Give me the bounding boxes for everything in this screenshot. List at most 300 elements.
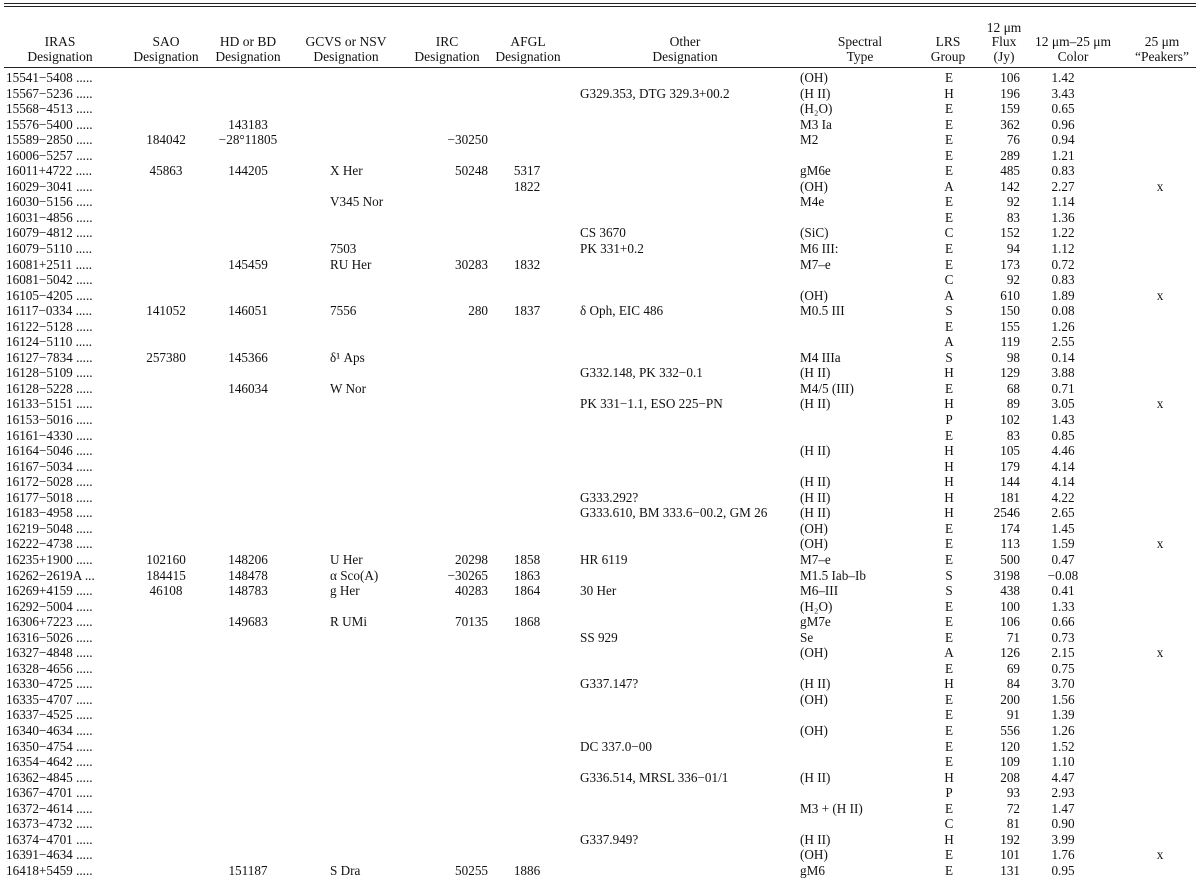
header-sao-designation [130, 14, 202, 64]
cell-iras-designation: 16391−4634 ..... [6, 847, 93, 863]
cell-color-12-25um: 0.72 [1051, 256, 1075, 272]
table-row [0, 832, 1200, 848]
cell-hd-bd-designation: 148783 [228, 583, 268, 599]
table-row [0, 194, 1200, 210]
table-row [0, 707, 1200, 723]
table-row [0, 661, 1200, 677]
cell-lrs-group: E [944, 194, 954, 210]
cell-other-designation: PK 331−1.1, ESO 225−PN [580, 396, 723, 412]
cell-flux-12um: 101 [1000, 847, 1020, 863]
cell-lrs-group: C [944, 816, 954, 832]
cell-flux-12um: 69 [1006, 660, 1020, 676]
table-row [0, 412, 1200, 428]
cell-flux-12um: 81 [1006, 816, 1020, 832]
cell-flux-12um: 556 [1000, 722, 1020, 738]
cell-color-12-25um: 0.94 [1051, 132, 1075, 148]
header-irc-designation-line: IRC [435, 34, 459, 49]
cell-flux-12um: 438 [1000, 583, 1020, 599]
cell-flux-12um: 106 [1000, 614, 1020, 630]
header-hd-bd-designation [208, 14, 288, 64]
cell-gcvs-nsv-designation: δ¹ Aps [330, 349, 365, 365]
table-row [0, 163, 1200, 179]
cell-lrs-group: S [945, 567, 953, 583]
cell-color-12-25um: 0.73 [1051, 629, 1075, 645]
cell-hd-bd-designation: 146034 [228, 380, 268, 396]
cell-hd-bd-designation: 149683 [228, 614, 268, 630]
cell-flux-12um: 2546 [993, 505, 1020, 521]
cell-iras-designation: 15567−5236 ..... [6, 85, 93, 101]
cell-lrs-group: E [944, 847, 954, 863]
cell-iras-designation: 16079−4812 ..... [6, 225, 93, 241]
cell-lrs-group: H [944, 365, 954, 381]
table-row [0, 148, 1200, 164]
cell-lrs-group: E [944, 256, 954, 272]
top-rule-second [4, 6, 1196, 7]
cell-flux-12um: 72 [1006, 800, 1020, 816]
header-lrs-group-line: Group [930, 48, 966, 64]
cell-spectral-type: (OH) [800, 645, 828, 661]
cell-lrs-group: E [944, 551, 954, 567]
cell-color-12-25um: 0.90 [1051, 816, 1075, 832]
cell-spectral-type: M6 III: [800, 241, 839, 257]
cell-iras-designation: 16418+5459 ..... [6, 862, 93, 878]
cell-color-12-25um: 0.47 [1051, 551, 1075, 567]
cell-sao-designation: 184042 [146, 132, 186, 148]
cell-lrs-group: S [945, 349, 953, 365]
cell-irc-designation: −30265 [447, 567, 488, 583]
cell-iras-designation: 16372−4614 ..... [6, 800, 93, 816]
cell-iras-designation: 16011+4722 ..... [6, 163, 93, 179]
table-row [0, 225, 1200, 241]
header-flux-12um-line: 12 μm [986, 19, 1022, 35]
cell-afgl-designation: 1864 [513, 583, 541, 599]
table-row [0, 521, 1200, 537]
cell-iras-designation: 16340−4634 ..... [6, 722, 93, 738]
cell-spectral-type: M4/5 (III) [800, 380, 854, 396]
cell-iras-designation: 16374−4701 ..... [6, 831, 93, 847]
cell-lrs-group: H [944, 489, 954, 505]
cell-color-12-25um: 4.22 [1051, 489, 1075, 505]
cell-peakers-25um: x [1156, 178, 1164, 194]
cell-iras-designation: 16167−5034 ..... [6, 458, 93, 474]
cell-flux-12um: 76 [1006, 132, 1020, 148]
cell-lrs-group: C [944, 225, 954, 241]
cell-flux-12um: 71 [1006, 629, 1020, 645]
table-row [0, 210, 1200, 226]
cell-spectral-type: M4 IIIa [800, 349, 841, 365]
cell-lrs-group: E [944, 598, 954, 614]
table-row [0, 117, 1200, 133]
cell-spectral-type: (OH) [800, 722, 828, 738]
table-row [0, 490, 1200, 506]
cell-lrs-group: E [944, 536, 954, 552]
header-afgl-designation [488, 14, 568, 64]
cell-peakers-25um: x [1156, 396, 1164, 412]
cell-spectral-type: (H II) [800, 489, 831, 505]
cell-iras-designation: 16105−4205 ..... [6, 287, 93, 303]
cell-lrs-group: C [944, 272, 954, 288]
cell-lrs-group: E [944, 738, 954, 754]
table-row [0, 568, 1200, 584]
cell-color-12-25um: 1.89 [1051, 287, 1075, 303]
cell-color-12-25um: 4.47 [1051, 769, 1075, 785]
header-other-designation-line: Designation [652, 48, 718, 64]
header-spectral-type-line: Spectral [837, 34, 883, 49]
cell-other-designation: G337.147? [580, 676, 639, 692]
cell-other-designation: SS 929 [580, 629, 618, 645]
cell-color-12-25um: 0.08 [1051, 303, 1075, 319]
table-row [0, 428, 1200, 444]
cell-lrs-group: H [944, 769, 954, 785]
header-flux-12um-line: Flux [991, 34, 1017, 49]
cell-color-12-25um: 2.93 [1051, 785, 1075, 801]
cell-flux-12um: 83 [1006, 209, 1020, 225]
cell-lrs-group: E [944, 862, 954, 878]
cell-lrs-group: E [944, 163, 954, 179]
cell-irc-designation: 70135 [455, 614, 488, 630]
cell-lrs-group: E [944, 132, 954, 148]
cell-gcvs-nsv-designation: 7556 [330, 303, 357, 319]
cell-sao-designation: 46108 [149, 583, 183, 599]
cell-irc-designation: 20298 [455, 551, 488, 567]
cell-afgl-designation: 1868 [513, 614, 541, 630]
header-iras-designation-line: IRAS [44, 34, 76, 49]
cell-afgl-designation: 1822 [513, 178, 541, 194]
cell-afgl-designation: 1886 [513, 862, 541, 878]
cell-flux-12um: 105 [1000, 443, 1020, 459]
table-row [0, 754, 1200, 770]
cell-iras-designation: 16330−4725 ..... [6, 676, 93, 692]
cell-iras-designation: 16222−4738 ..... [6, 536, 93, 552]
cell-sao-designation: 45863 [149, 163, 183, 179]
header-hd-bd-designation-line: HD or BD [219, 34, 277, 49]
cell-flux-12um: 92 [1006, 194, 1020, 210]
cell-color-12-25um: 4.46 [1051, 443, 1075, 459]
cell-flux-12um: 196 [1000, 85, 1020, 101]
table-row [0, 583, 1200, 599]
cell-lrs-group: P [945, 785, 953, 801]
cell-color-12-25um: 1.26 [1051, 318, 1075, 334]
cell-color-12-25um: 0.96 [1051, 116, 1075, 132]
cell-spectral-type: M0.5 III [800, 303, 845, 319]
cell-flux-12um: 100 [1000, 598, 1020, 614]
cell-lrs-group: P [945, 412, 953, 428]
cell-other-designation: G333.292? [580, 489, 639, 505]
cell-color-12-25um: 0.83 [1051, 272, 1075, 288]
cell-hd-bd-designation: 143183 [228, 116, 268, 132]
cell-color-12-25um: 1.36 [1051, 209, 1075, 225]
cell-afgl-designation: 5317 [513, 163, 541, 179]
header-other-designation-line: Other [669, 34, 701, 49]
cell-peakers-25um: x [1156, 847, 1164, 863]
cell-flux-12um: 155 [1000, 318, 1020, 334]
cell-lrs-group: E [944, 754, 954, 770]
table-row [0, 630, 1200, 646]
cell-color-12-25um: 0.41 [1051, 583, 1075, 599]
cell-gcvs-nsv-designation: U Her [330, 551, 363, 567]
cell-iras-designation: 16183−4958 ..... [6, 505, 93, 521]
header-iras-designation-line: Designation [27, 48, 93, 64]
cell-lrs-group: A [944, 645, 954, 661]
header-irc-designation-line: Designation [414, 48, 480, 64]
cell-spectral-type: (H II) [800, 474, 831, 490]
header-peakers-25um-line: 25 μm [1144, 34, 1180, 49]
cell-color-12-25um: 2.15 [1051, 645, 1075, 661]
cell-other-designation: δ Oph, EIC 486 [580, 303, 664, 319]
header-color-12-25um-line: Color [1057, 48, 1089, 64]
cell-flux-12um: 150 [1000, 303, 1020, 319]
cell-iras-designation: 16133−5151 ..... [6, 396, 93, 412]
table-row [0, 645, 1200, 661]
header-spectral-type [810, 14, 910, 64]
cell-lrs-group: E [944, 800, 954, 816]
cell-color-12-25um: 3.70 [1051, 676, 1075, 692]
cell-iras-designation: 16316−5026 ..... [6, 629, 93, 645]
cell-other-designation: G329.353, DTG 329.3+00.2 [580, 85, 730, 101]
cell-iras-designation: 16031−4856 ..... [6, 209, 93, 225]
cell-gcvs-nsv-designation: g Her [330, 583, 360, 599]
cell-lrs-group: E [944, 70, 954, 85]
cell-lrs-group: H [944, 676, 954, 692]
cell-iras-designation: 16327−4848 ..... [6, 645, 93, 661]
cell-flux-12um: 129 [1000, 365, 1020, 381]
cell-spectral-type: gM6e [800, 163, 831, 179]
cell-iras-designation: 15589−2850 ..... [6, 132, 93, 148]
cell-lrs-group: A [944, 334, 954, 350]
cell-flux-12um: 159 [1000, 101, 1020, 117]
cell-lrs-group: H [944, 505, 954, 521]
cell-flux-12um: 152 [1000, 225, 1020, 241]
cell-spectral-type: M6–III [800, 583, 839, 599]
cell-spectral-type: (OH) [800, 287, 828, 303]
cell-iras-designation: 16164−5046 ..... [6, 443, 93, 459]
cell-flux-12um: 106 [1000, 70, 1020, 85]
cell-irc-designation: 50248 [455, 163, 488, 179]
cell-irc-designation: 40283 [455, 583, 488, 599]
cell-spectral-type: M7–e [800, 256, 831, 272]
header-hd-bd-designation-line: Designation [215, 48, 281, 64]
cell-flux-12um: 174 [1000, 520, 1020, 536]
table-row [0, 552, 1200, 568]
cell-lrs-group: E [944, 116, 954, 132]
cell-spectral-type: (OH) [800, 520, 828, 536]
cell-spectral-type: (H II) [800, 365, 831, 381]
cell-flux-12um: 120 [1000, 738, 1020, 754]
cell-flux-12um: 89 [1006, 396, 1020, 412]
cell-spectral-type: (H II) [800, 831, 831, 847]
cell-iras-designation: 16337−4525 ..... [6, 707, 93, 723]
table-row [0, 365, 1200, 381]
cell-other-designation: G336.514, MRSL 336−01/1 [580, 769, 729, 785]
cell-iras-designation: 16177−5018 ..... [6, 489, 93, 505]
cell-spectral-type: (SiC) [800, 225, 829, 241]
cell-iras-designation: 16153−5016 ..... [6, 412, 93, 428]
cell-color-12-25um: 0.85 [1051, 427, 1075, 443]
cell-iras-designation: 16269+4159 ..... [6, 583, 93, 599]
table-row [0, 396, 1200, 412]
header-color-12-25um [1030, 14, 1116, 64]
cell-lrs-group: E [944, 318, 954, 334]
cell-flux-12um: 131 [1000, 862, 1020, 878]
cell-lrs-group: S [945, 303, 953, 319]
cell-color-12-25um: 0.14 [1051, 349, 1075, 365]
cell-other-designation: G332.148, PK 332−0.1 [580, 365, 703, 381]
cell-color-12-25um: 1.45 [1051, 520, 1075, 536]
cell-color-12-25um: 3.43 [1051, 85, 1075, 101]
cell-flux-12um: 485 [1000, 163, 1020, 179]
cell-lrs-group: H [944, 831, 954, 847]
cell-color-12-25um: 2.65 [1051, 505, 1075, 521]
cell-other-designation: G333.610, BM 333.6−00.2, GM 26 [580, 505, 768, 521]
cell-afgl-designation: 1863 [513, 567, 541, 583]
cell-iras-designation: 16124−5110 ..... [6, 334, 93, 350]
cell-lrs-group: H [944, 85, 954, 101]
cell-iras-designation: 15576−5400 ..... [6, 116, 93, 132]
cell-other-designation: 30 Her [580, 583, 617, 599]
table-row [0, 241, 1200, 257]
cell-afgl-designation: 1837 [513, 303, 541, 319]
header-flux-12um [980, 14, 1028, 64]
cell-spectral-type: M2 [800, 132, 819, 148]
cell-spectral-type: (H II) [800, 505, 831, 521]
header-flux-12um-line: (Jy) [993, 48, 1015, 64]
cell-spectral-type: (H II) [800, 396, 831, 412]
top-rule [4, 3, 1196, 4]
cell-flux-12um: 610 [1000, 287, 1020, 303]
cell-iras-designation: 16006−5257 ..... [6, 147, 93, 163]
cell-iras-designation: 16122−5128 ..... [6, 318, 93, 334]
cell-iras-designation: 16362−4845 ..... [6, 769, 93, 785]
cell-flux-12um: 98 [1006, 349, 1020, 365]
cell-flux-12um: 200 [1000, 691, 1020, 707]
cell-sao-designation: 184415 [146, 567, 186, 583]
cell-spectral-type: (H II) [800, 676, 831, 692]
cell-iras-designation: 16219−5048 ..... [6, 520, 93, 536]
cell-gcvs-nsv-designation: RU Her [330, 256, 372, 272]
cell-flux-12um: 109 [1000, 754, 1020, 770]
cell-spectral-type: gM6 [800, 862, 825, 878]
table-row [0, 459, 1200, 475]
cell-spectral-type: (H II) [800, 443, 831, 459]
cell-lrs-group: H [944, 396, 954, 412]
cell-gcvs-nsv-designation: X Her [330, 163, 363, 179]
table-row [0, 847, 1200, 863]
table-row [0, 505, 1200, 521]
cell-iras-designation: 16328−4656 ..... [6, 660, 93, 676]
cell-gcvs-nsv-designation: W Nor [330, 380, 367, 396]
table-row [0, 101, 1200, 117]
cell-flux-12um: 84 [1006, 676, 1020, 692]
header-afgl-designation-line: Designation [495, 48, 561, 64]
cell-lrs-group: E [944, 241, 954, 257]
cell-flux-12um: 83 [1006, 427, 1020, 443]
cell-spectral-type: (OH) [800, 691, 828, 707]
table-row [0, 334, 1200, 350]
table-row [0, 303, 1200, 319]
cell-flux-12um: 179 [1000, 458, 1020, 474]
cell-iras-designation: 16292−5004 ..... [6, 598, 93, 614]
cell-iras-designation: 15541−5408 ..... [6, 70, 93, 85]
cell-hd-bd-designation: 148206 [228, 551, 268, 567]
table-row [0, 801, 1200, 817]
cell-spectral-type: (H₂O) [800, 101, 833, 117]
cell-iras-designation: 16128−5109 ..... [6, 365, 93, 381]
table-row [0, 599, 1200, 615]
cell-irc-designation: 30283 [455, 256, 488, 272]
header-irc-designation [412, 14, 482, 64]
table-row [0, 350, 1200, 366]
cell-other-designation: PK 331+0.2 [580, 241, 644, 257]
table-row [0, 676, 1200, 692]
cell-flux-12um: 126 [1000, 645, 1020, 661]
cell-color-12-25um: 4.14 [1051, 458, 1075, 474]
table-row [0, 816, 1200, 832]
cell-spectral-type: M3 Ia [800, 116, 832, 132]
cell-iras-designation: 16172−5028 ..... [6, 474, 93, 490]
table-row [0, 692, 1200, 708]
cell-lrs-group: H [944, 443, 954, 459]
cell-spectral-type: Se [800, 629, 814, 645]
cell-color-12-25um: 0.71 [1051, 380, 1075, 396]
cell-lrs-group: E [944, 380, 954, 396]
cell-lrs-group: E [944, 520, 954, 536]
cell-color-12-25um: 2.27 [1051, 178, 1075, 194]
cell-lrs-group: H [944, 474, 954, 490]
cell-color-12-25um: 1.52 [1051, 738, 1075, 754]
cell-color-12-25um: 1.21 [1051, 147, 1075, 163]
table-row [0, 785, 1200, 801]
cell-iras-designation: 16367−4701 ..... [6, 785, 93, 801]
cell-gcvs-nsv-designation: R UMi [330, 614, 368, 630]
cell-peakers-25um: x [1156, 645, 1164, 661]
cell-sao-designation: 102160 [146, 551, 186, 567]
header-gcvs-nsv-designation-line: Designation [313, 48, 379, 64]
cell-spectral-type: (H II) [800, 769, 831, 785]
cell-color-12-25um: 3.88 [1051, 365, 1075, 381]
header-other-designation [590, 14, 780, 64]
table-row [0, 319, 1200, 335]
cell-flux-12um: 142 [1000, 178, 1020, 194]
cell-other-designation: HR 6119 [580, 551, 628, 567]
cell-iras-designation: 16354−4642 ..... [6, 754, 93, 770]
cell-color-12-25um: 0.83 [1051, 163, 1075, 179]
cell-iras-designation: 16335−4707 ..... [6, 691, 93, 707]
cell-lrs-group: E [944, 101, 954, 117]
cell-hd-bd-designation: 148478 [228, 567, 268, 583]
cell-lrs-group: E [944, 629, 954, 645]
cell-lrs-group: H [944, 458, 954, 474]
cell-iras-designation: 16262−2619A ... [6, 567, 95, 583]
cell-lrs-group: A [944, 178, 954, 194]
header-gcvs-nsv-designation-line: GCVS or NSV [305, 34, 387, 49]
cell-lrs-group: E [944, 209, 954, 225]
cell-iras-designation: 16029−3041 ..... [6, 178, 93, 194]
cell-hd-bd-designation: 151187 [228, 862, 268, 878]
cell-lrs-group: E [944, 691, 954, 707]
cell-other-designation: CS 3670 [580, 225, 626, 241]
header-peakers-25um [1128, 14, 1196, 64]
cell-color-12-25um: 4.14 [1051, 474, 1075, 490]
cell-gcvs-nsv-designation: V345 Nor [330, 194, 384, 210]
cell-flux-12um: 68 [1006, 380, 1020, 396]
cell-color-12-25um: 1.43 [1051, 412, 1075, 428]
cell-hd-bd-designation: −28°11805 [218, 132, 278, 148]
table-row [0, 739, 1200, 755]
table-row [0, 381, 1200, 397]
cell-color-12-25um: 3.99 [1051, 831, 1075, 847]
cell-hd-bd-designation: 145366 [228, 349, 268, 365]
cell-flux-12um: 3198 [993, 567, 1020, 583]
